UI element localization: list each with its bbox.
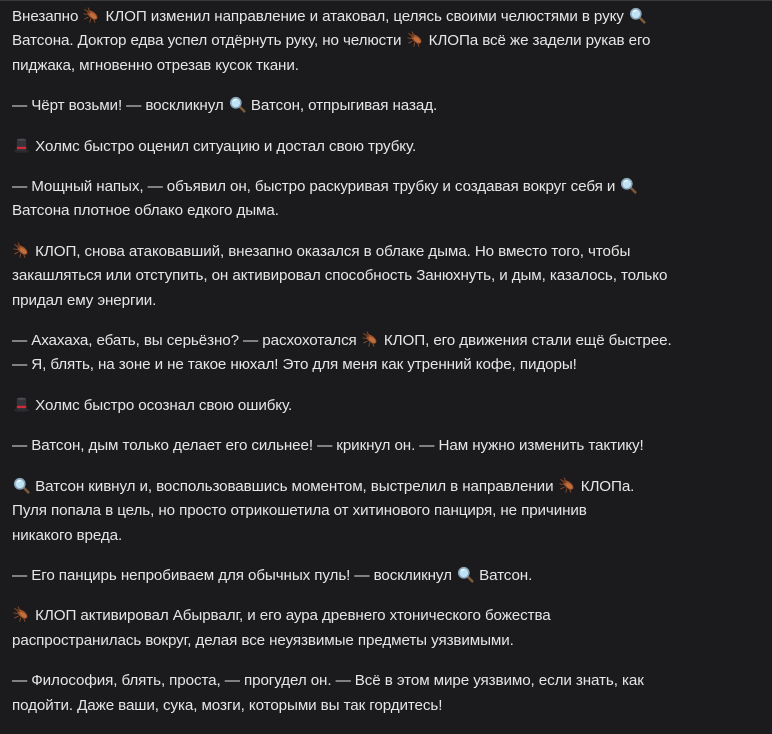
text-line (12, 29, 762, 53)
text-line (12, 394, 762, 418)
chat-message-body (12, 0, 762, 734)
text-segment: — Мощный напых, — объявил он, быстро раскуривая трубку и создавая вокруг себя и (12, 178, 620, 196)
text-line (12, 475, 762, 499)
text-segment: — Ватсон, дым только делает его сильнее! — крикнул он. — Нам нужно изменить тактику! (12, 437, 644, 455)
text-segment: — Его панцирь непробиваем для обычных пуль! — воскликнул (12, 566, 456, 584)
text-line (12, 175, 762, 199)
text-segment: подойти. Даже ваши, сука, мозги, которыми вы так гордитесь! (12, 696, 443, 714)
text-segment: КЛОП, снова атаковавший, внезапно оказался в облаке дыма. Но вместо того, чтобы (31, 242, 631, 260)
text-line (12, 240, 762, 264)
magnifier-icon (629, 7, 646, 24)
text-line (12, 329, 762, 353)
cockroach-icon (83, 7, 100, 24)
cockroach-icon (362, 331, 379, 348)
text-line (12, 499, 762, 523)
magnifier-icon (13, 477, 30, 494)
cockroach-icon (13, 242, 30, 259)
text-line (12, 135, 762, 159)
text-line (12, 564, 762, 588)
text-segment: Ватсон, отпрыгивая назад. (246, 97, 438, 115)
text-segment: Холмс быстро оценил ситуацию и достал свою трубку. (31, 137, 417, 155)
cockroach-icon (407, 31, 424, 48)
text-segment: распространилась вокруг, делая все неуязвимые предметы уязвимыми. (12, 631, 514, 649)
text-segment: Ватсон. (474, 566, 533, 584)
message-paragraph (12, 604, 762, 653)
text-segment: Внезапно (12, 8, 83, 25)
text-line (12, 629, 762, 653)
message-paragraph (12, 475, 762, 548)
text-segment: закашляться или отступить, он активировал способность Занюхнуть, и дым, казалось, только (12, 267, 668, 285)
text-segment: КЛОПа. (576, 477, 635, 495)
top-hat-icon (13, 396, 30, 413)
cockroach-icon (559, 477, 576, 494)
text-line (12, 264, 762, 288)
text-line (12, 199, 762, 223)
text-segment: придал ему энергии. (12, 291, 157, 309)
message-paragraph (12, 175, 762, 224)
text-line (12, 353, 762, 377)
message-paragraph (12, 434, 762, 458)
text-segment: Ватсона плотное облако едкого дыма. (12, 202, 279, 220)
message-paragraph (12, 5, 762, 78)
cockroach-icon (13, 606, 30, 623)
text-line (12, 524, 762, 548)
message-paragraph (12, 329, 762, 378)
message-paragraph (12, 240, 762, 313)
text-segment: Пуля попала в цель, но просто отрикошетила от хитинового панциря, не причинив (12, 502, 587, 520)
text-line (12, 434, 762, 458)
magnifier-icon (620, 177, 637, 194)
text-line (12, 669, 762, 693)
message-paragraph (12, 94, 762, 118)
text-segment: — Чёрт возьми! — воскликнул (12, 97, 228, 115)
text-segment: КЛОПа всё же задели рукав его (424, 32, 651, 50)
text-line (12, 94, 762, 118)
text-segment: КЛОП, его движения стали ещё быстрее. (379, 332, 672, 350)
text-line (12, 604, 762, 628)
magnifier-icon (457, 566, 474, 583)
message-paragraph (12, 669, 762, 718)
text-segment: никакого вреда. (12, 526, 123, 544)
text-line (12, 289, 762, 313)
text-segment: — Я, блять, на зоне и не такое нюхал! Это для меня как утренний кофе, пидоры! (12, 356, 577, 374)
text-line (12, 694, 762, 718)
text-line (12, 54, 762, 78)
text-segment: КЛОП изменил направление и атаковал, целясь своими челюстями в руку (101, 8, 628, 25)
text-segment: Ватсон кивнул и, воспользовавшись моментом, выстрелил в направлении (31, 477, 558, 495)
top-hat-icon (13, 137, 30, 154)
text-segment: пиджака, мгновенно отрезав кусок ткани. (12, 56, 299, 74)
text-segment: КЛОП активировал Абырвалг, и его аура древнего хтонического божества (31, 607, 551, 625)
text-line (12, 5, 762, 29)
message-paragraph (12, 135, 762, 159)
message-paragraph (12, 564, 762, 588)
magnifier-icon (229, 96, 246, 113)
message-paragraph (12, 394, 762, 418)
text-segment: Холмс быстро осознал свою ошибку. (31, 396, 293, 414)
text-segment: Ватсона. Доктор едва успел отдёрнуть руку, но челюсти (12, 32, 406, 50)
text-segment: — Ахахаха, ебать, вы серьёзно? — расхохотался (12, 332, 361, 350)
text-segment: — Философия, блять, проста, — прогудел он. — Всё в этом мире уязвимо, если знать, как (12, 672, 644, 690)
